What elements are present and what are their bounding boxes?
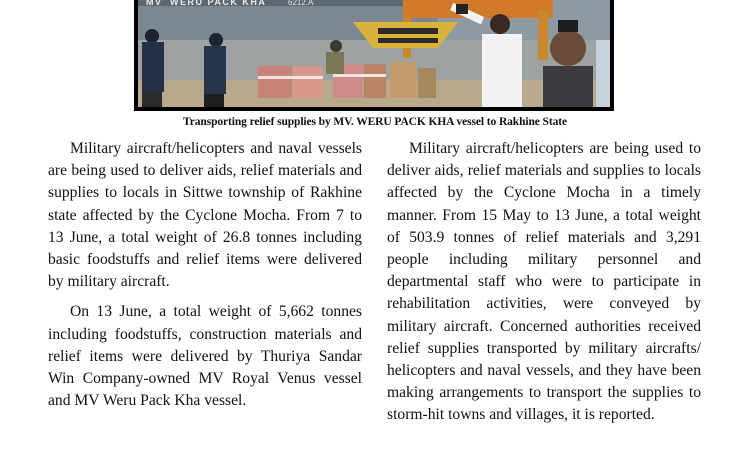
photo-caption: Transporting relief supplies by MV. WERU PACK KHA vessel to Rakhine State	[183, 116, 567, 128]
relief-cargo-boxes	[258, 62, 436, 98]
right-column	[387, 138, 701, 435]
hull-number-label: 6212.A	[288, 0, 314, 7]
article-paragraph: On 13 June, a total weight of 5,662 tonnes including foodstuffs, construction materials and relief items were delivered by Thuriya Sandar Win Company-owned MV Royal Venus vessel and MV Weru Pack Kha vessel.	[48, 303, 362, 410]
article-paragraph: Military aircraft/helicopters and naval vessels are being used to deliver aids, relief materials and supplies to locals in Sittwe township of Rakhine state affected by the Cyclone Mocha. From 7 to 13 June, a total weight of 26.8 tonnes including basic foodstuffs and relief items were delivered by military aircraft.	[48, 140, 362, 291]
left-column	[48, 138, 362, 420]
article-paragraph: Military aircraft/helicopters are being used to deliver aids, relief materials and supplies to locals affected by the Cyclone Mocha in a timely manner. From 15 May to 13 June, a total weight of 503.9 tonnes of relief materials and 3,291 people including military personnel and departmental staff who were to participate in rehabilitation activities, were conveyed by military aircraft. Concerned authorities received relief supplies transported by military aircrafts/ helicopters and naval vessels, and they have been making arrangements to transport the supplies to storm-hit towns and villages, it is reported.	[387, 140, 701, 424]
ship-name-label: WERU PACK KHA	[170, 0, 267, 7]
svg-text:MV: MV	[146, 0, 163, 7]
ship-unloading-scene	[138, 0, 610, 107]
news-photo	[134, 0, 614, 111]
